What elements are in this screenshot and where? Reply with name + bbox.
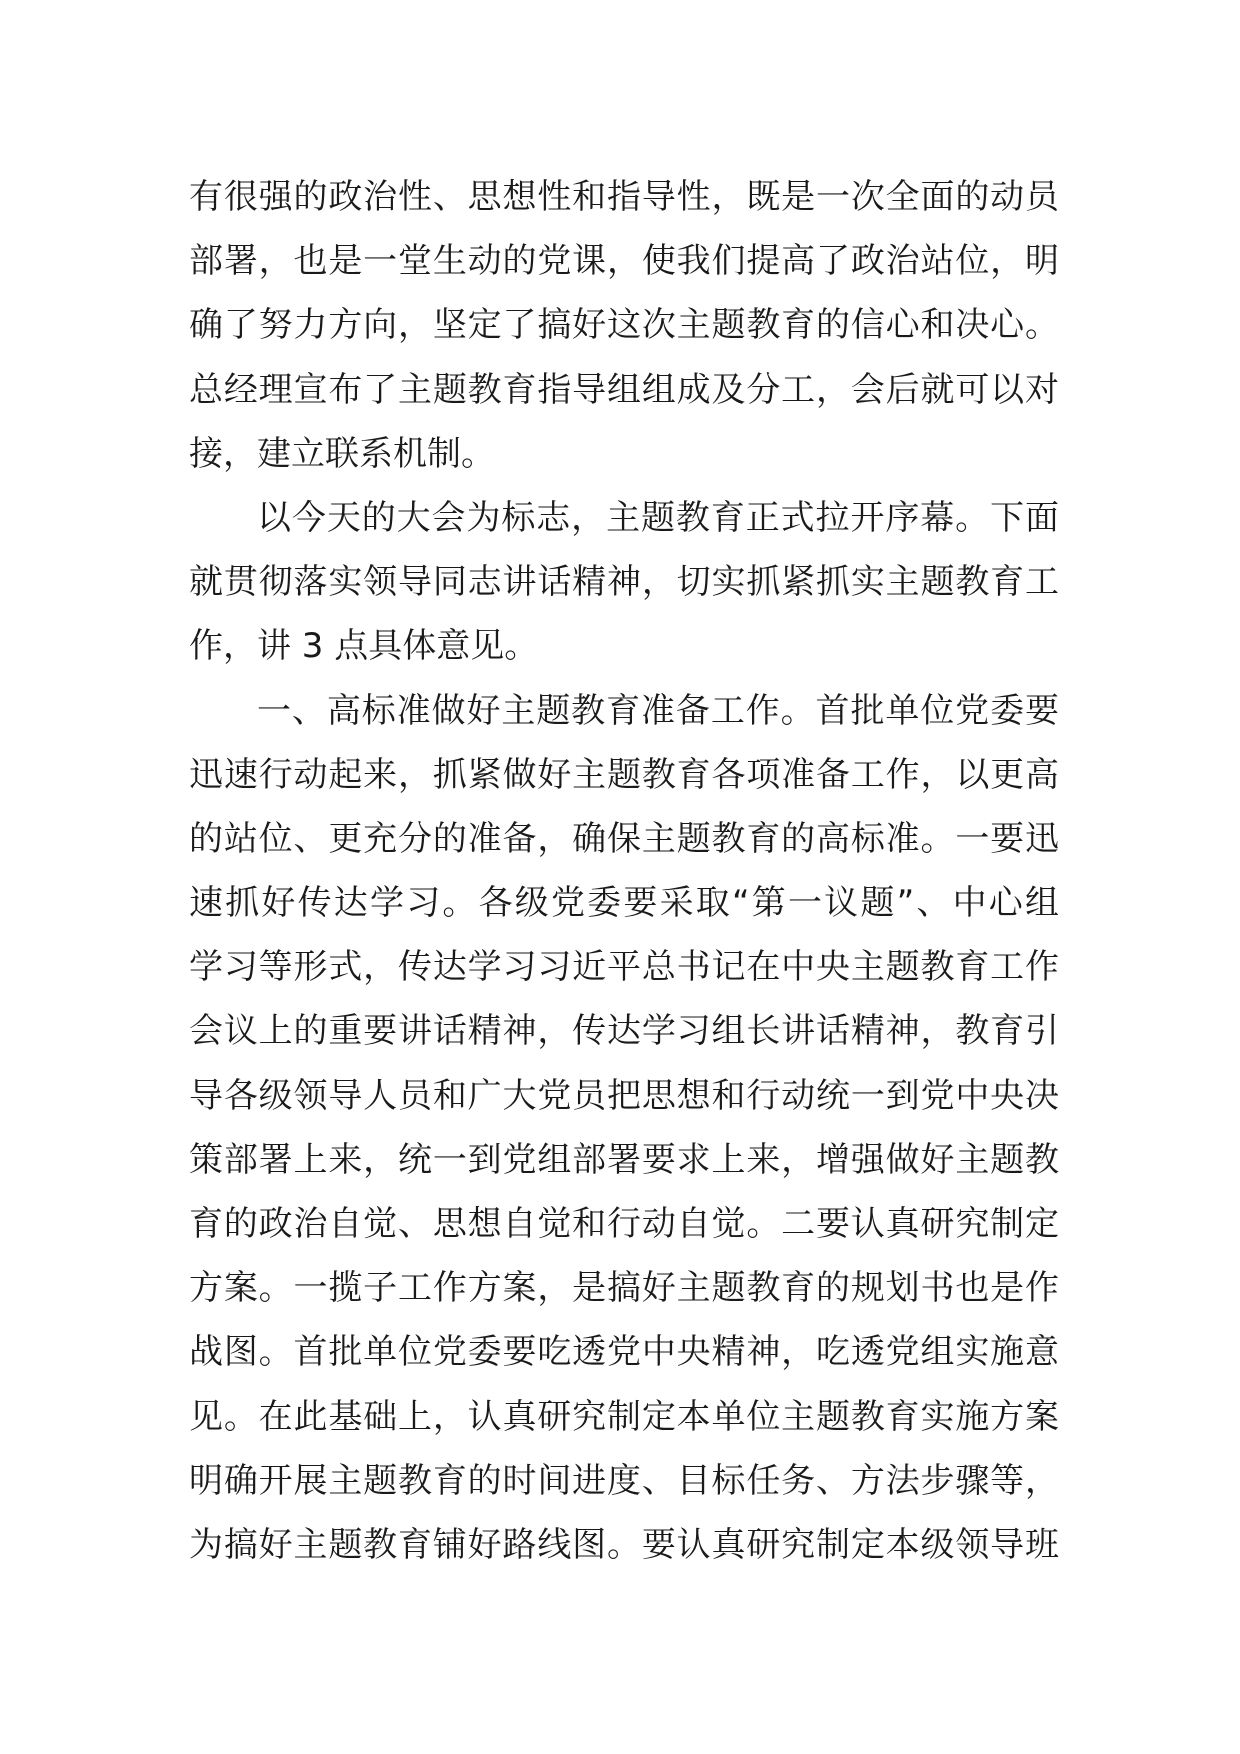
- text-line: 导各级领导人员和广大党员把思想和行动统一到党中央决: [189, 1075, 1059, 1116]
- text-line: 策部署上来，统一到党组部署要求上来，增强做好主题教: [189, 1139, 1059, 1180]
- text-line: 为搞好主题教育铺好路线图。要认真研究制定本级领导班: [189, 1524, 1059, 1565]
- paragraph-first-line: 以今天的大会为标志，主题教育正式拉开序幕。下面: [257, 497, 1059, 538]
- text-line: 见。在此基础上，认真研究制定本单位主题教育实施方案: [189, 1396, 1059, 1437]
- text-line: 部署，也是一堂生动的党课，使我们提高了政治站位，明: [189, 241, 1059, 282]
- document-body: [189, 165, 1059, 1577]
- text-line: 有很强的政治性、思想性和指导性，既是一次全面的动员: [189, 177, 1059, 217]
- paragraph-first-line: 一、高标准做好主题教育准备工作。首批单位党委要: [257, 690, 1059, 731]
- text-line: 方案。一揽子工作方案，是搞好主题教育的规划书也是作: [189, 1268, 1059, 1309]
- text-line: 接，建立联系机制。: [189, 433, 495, 474]
- text-line: 速抓好传达学习。各级党委要采取“第一议题”、中心组: [189, 883, 1059, 924]
- text-line: 的站位、更充分的准备，确保主题教育的高标准。一要迅: [189, 818, 1059, 859]
- text-line: 迅速行动起来，抓紧做好主题教育各项准备工作，以更高: [189, 754, 1059, 795]
- text-line: 总经理宣布了主题教育指导组组成及分工，会后就可以对: [189, 369, 1059, 410]
- text-line: 作，讲 3 点具体意见。: [189, 626, 539, 667]
- text-line: 就贯彻落实领导同志讲话精神，切实抓紧抓实主题教育工: [189, 562, 1059, 603]
- text-line: 确了努力方向，坚定了搞好这次主题教育的信心和决心。: [189, 305, 1059, 346]
- text-line: 学习等形式，传达学习习近平总书记在中央主题教育工作: [189, 947, 1059, 988]
- text-line: 会议上的重要讲话精神，传达学习组长讲话精神，教育引: [189, 1011, 1059, 1052]
- text-line: 育的政治自觉、思想自觉和行动自觉。二要认真研究制定: [189, 1204, 1059, 1244]
- text-line: 战图。首批单位党委要吃透党中央精神，吃透党组实施意: [189, 1332, 1059, 1373]
- text-line: 明确开展主题教育的时间进度、目标任务、方法步骤等，: [189, 1460, 1059, 1501]
